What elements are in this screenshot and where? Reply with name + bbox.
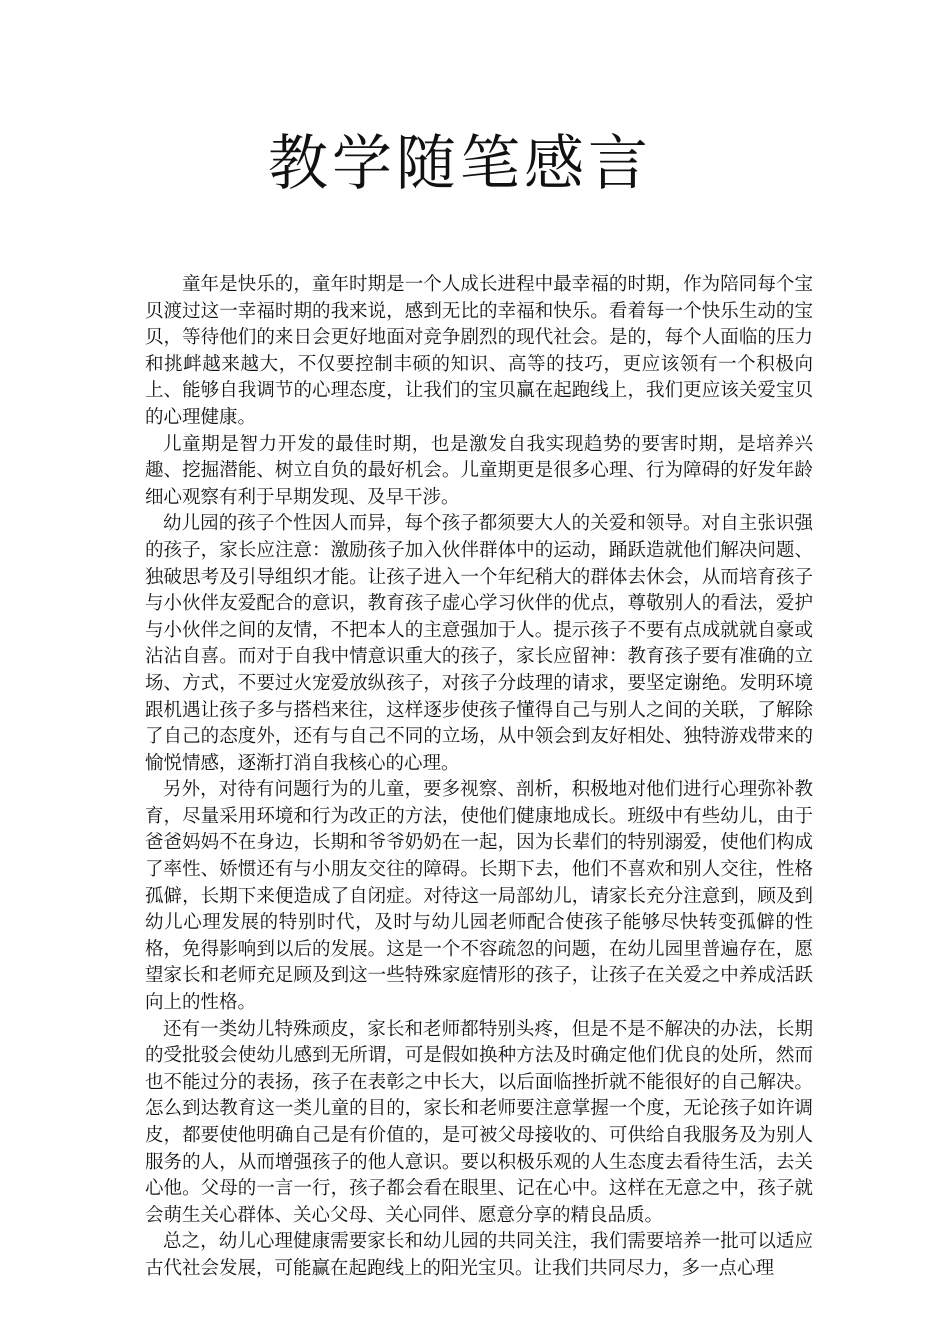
paragraph-1: 童年是快乐的，童年时期是一个人成长进程中最幸福的时期，作为陪同每个宝贝渡过这一幸福时期的我来说，感到无比的幸福和快乐。看着每一个快乐生动的宝贝，等待他们的来日会更好地面对竞争剧烈的现代社会。是的，每个人面临的压力和挑衅越来越大，不仅要控制丰硕的知识、高等的技巧，更应该领有一个积极向上、能够自我调节的心理态度，让我们的宝贝赢在起跑线上，我们更应该关爱宝贝的心理健康。 [145,274,813,428]
paragraph-2: 儿童期是智力开发的最佳时期，也是激发自我实现趋势的要害时期，是培养兴趣、挖掘潜能、树立自负的最好机会。儿童期更是很多心理、行为障碍的好发年龄细心观察有利于早期发现、及早干涉。 [145,433,813,508]
document-body [145,272,813,1283]
paragraph-5: 还有一类幼儿特殊顽皮，家长和老师都特别头疼，但是不是不解决的办法，长期的受批驳会使幼儿感到无所谓，可是假如换种方法及时确定他们优良的处所，然而也不能过分的表扬，孩子在表彰之中长大，以后面临挫折就不能很好的自己解决。怎么到达教育这一类儿童的目的，家长和老师要注意掌握一个度，无论孩子如许调皮，都要使他明确自己是有价值的，是可被父母接收的、可供给自我服务及为别人服务的人，从而增强孩子的他人意识。要以积极乐观的人生态度去看待生活，去关心他。父母的一言一行，孩子都会看在眼里、记在心中。这样在无意之中，孩子就会萌生关心群体、关心父母、关心同伴、愿意分享的精良品质。 [145,1018,813,1226]
document-title: 教学随笔感言 [268,129,652,199]
paragraph-6: 总之，幼儿心理健康需要家长和幼儿园的共同关注，我们需要培养一批可以适应古代社会发展，可能赢在起跑线上的阳光宝贝。让我们共同尽力，多一点心理 [145,1231,813,1279]
paragraph-4: 另外，对待有问题行为的儿童，要多视察、剖析，积极地对他们进行心理弥补教育，尽量采用环境和行为改正的方法，使他们健康地成长。班级中有些幼儿，由于爸爸妈妈不在身边，长期和爷爷奶奶在一起，因为长辈们的特别溺爱，使他们构成了率性、娇惯还有与小朋友交往的障碍。长期下去，他们不喜欢和别人交往，性格孤僻，长期下来便造成了自闭症。对待这一局部幼儿，请家长充分注意到，顾及到幼儿心理发展的特别时代，及时与幼儿园老师配合使孩子能够尽快转变孤僻的性格，免得影响到以后的发展。这是一个不容疏忽的问题，在幼儿园里普遍存在，愿望家长和老师充足顾及到这一些特殊家庭情形的孩子，让孩子在关爱之中养成活跃向上的性格。 [145,779,813,1014]
paragraph-3: 幼儿园的孩子个性因人而异，每个孩子都须要大人的关爱和领导。对自主张识强的孩子，家长应注意：激励孩子加入伙伴群体中的运动，踊跃造就他们解决问题、独破思考及引导组织才能。让孩子进入一个年纪稍大的群体去休会，从而培育孩子与小伙伴友爱配合的意识，教育孩子虚心学习伙伴的优点，尊敬别人的看法，爱护与小伙伴之间的友情，不把本人的主意强加于人。提示孩子不要有点成就就自豪或沾沾自喜。而对于自我中情意识重大的孩子，家长应留神：教育孩子要有准确的立场、方式，不要过火宠爱放纵孩子，对孩子分歧理的请求，要坚定谢绝。发明环境跟机遇让孩子多与搭档来往，这样逐步使孩子懂得自己与别人之间的关联，了解除了自己的态度外，还有与自己不同的立场，从中领会到友好相处、独特游戏带来的愉悦情感，逐渐打消自我核心的心理。 [145,513,813,774]
